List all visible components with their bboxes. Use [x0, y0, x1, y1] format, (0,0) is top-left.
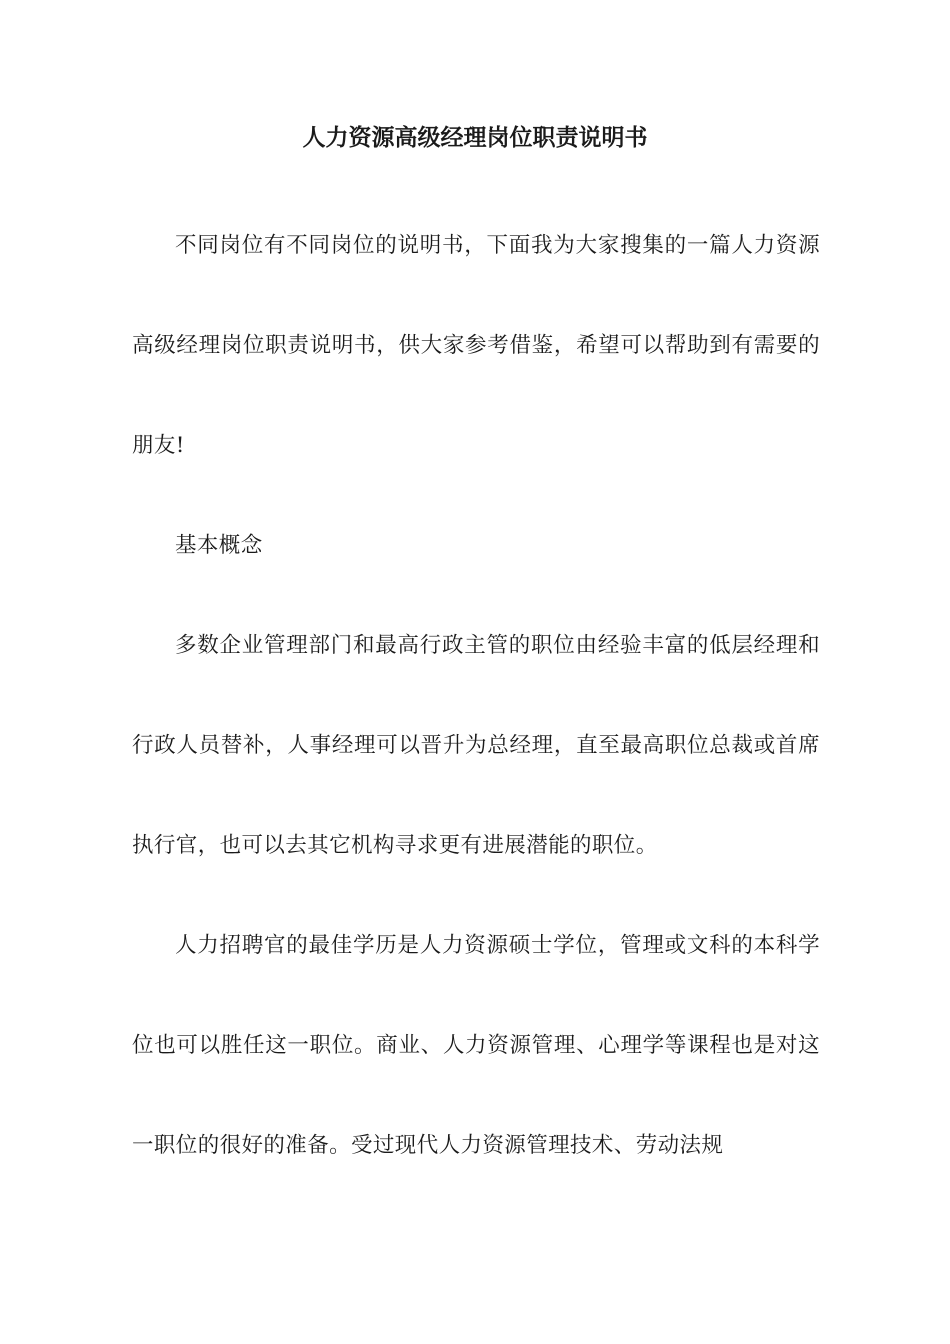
document-body [132, 196, 820, 1196]
paragraph-intro: 不同岗位有不同岗位的说明书，下面我为大家搜集的一篇人力资源高级经理岗位职责说明书，供大家参考借鉴，希望可以帮助到有需要的朋友! [132, 233, 820, 458]
paragraph-career-path: 多数企业管理部门和最高行政主管的职位由经验丰富的低层经理和行政人员替补，人事经理可以晋升为总经理，直至最高职位总裁或首席执行官，也可以去其它机构寻求更有进展潜能的职位。 [132, 633, 820, 858]
paragraph-education: 人力招聘官的最佳学历是人力资源硕士学位，管理或文科的本科学位也可以胜任这一职位。商业、人力资源管理、心理学等课程也是对这一职位的很好的准备。受过现代人力资源管理技术、劳动法规 [132, 933, 820, 1158]
section-heading-basic-concept: 基本概念 [175, 533, 263, 558]
document-title: 人力资源高级经理岗位职责说明书 [302, 125, 648, 151]
